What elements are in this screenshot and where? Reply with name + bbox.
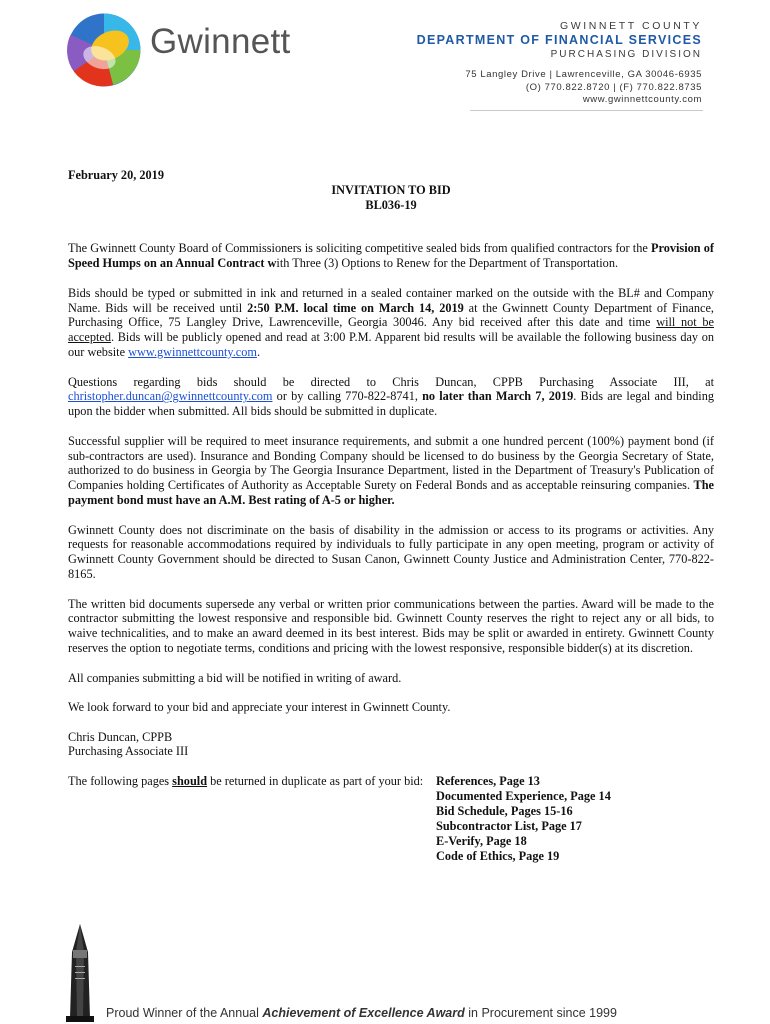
footer-award-text: Proud Winner of the Annual Achievement of Excellence Award in Procurement since 1999 [106, 1006, 617, 1020]
list-item: Documented Experience, Page 14 [436, 788, 611, 803]
list-item: E-Verify, Page 18 [436, 833, 527, 848]
org-department: DEPARTMENT OF FINANCIAL SERVICES [416, 33, 702, 47]
gwinnett-logo [66, 12, 142, 88]
letter-title: INVITATION TO BID [331, 182, 451, 197]
paragraph-accessibility: Gwinnett County does not discriminate on the basis of disability in the admission or access to its programs or activities. Any requests for reasonable accommodations required by individuals to fully participate in any open meeting, program or activity of Gwinnett County Government should be directed to Susan Canon, Gwinnett County Justice and Administration Center, 770-822-8165. [68, 522, 714, 581]
signature-title: Purchasing Associate III [68, 744, 189, 759]
paragraph-insurance: Successful supplier will be required to meet insurance requirements, and submit a one hundred percent (100%) payment bond (if sub-contractors are used). Insurance and Bonding Company should be licensed to do business by the Georgia Secretary of State, authorized to do business in Georgia by The Georgia Insurance Department, listed in the Department of Treasury's Publication of Companies holding Certificates of Authority as Acceptable Surety on Federal Bonds and as acceptable reinsuring companies. The payment bond must have an A.M. Best rating of A-5 or higher. [68, 433, 714, 507]
returned-pages-list [436, 774, 611, 863]
org-website[interactable]: www.gwinnettcounty.com [582, 94, 702, 105]
email-link[interactable]: christopher.duncan@gwinnettcounty.com [68, 389, 273, 404]
paragraph-closing: We look forward to your bid and appreciate your interest in Gwinnett County. [68, 700, 451, 715]
paragraph-solicitation: The Gwinnett County Board of Commissioners is soliciting competitive sealed bids from qualified contractors for the Provision of Speed Humps on an Annual Contract with Three (3) Options to Renew for the Department of Transportation. [68, 241, 714, 271]
website-link[interactable]: www.gwinnettcounty.com [128, 344, 257, 359]
brand-name: Gwinnett [150, 22, 291, 61]
org-county: GWINNETT COUNTY [559, 20, 702, 32]
paragraph-submission: Bids should be typed or submitted in ink and returned in a sealed container marked on the outside with the BL# and Company Name. Bids will be received until 2:50 P.M. local time on March 14, 2019 at the Gwinnett County Department of Finance, Purchasing Office, 75 Langley Drive, Lawrenceville, Georgia 30046. Any bid received after this date and time will not be accepted. Bids will be publicly opened and read at 3:00 P.M. Apparent bid results will be available the following business day on our website www.gwinnettcounty.com. [68, 285, 714, 359]
list-item: Bid Schedule, Pages 15-16 [436, 803, 573, 818]
org-phone: (O) 770.822.8720 | (F) 770.822.8735 [525, 81, 702, 93]
paragraph-questions: Questions regarding bids should be directed to Chris Duncan, CPPB Purchasing Associate III, at christopher.duncan@gwinnettcounty.com or by calling 770-822-8741, no later than March 7, 2019. Bids are legal and binding upon the bidder when submitted. All bids should be submitted in duplicate. [68, 374, 714, 419]
returned-pages-section [68, 774, 714, 866]
org-info [417, 20, 702, 107]
bid-number: BL036-19 [365, 197, 417, 212]
award-trophy-icon [64, 922, 96, 1022]
header-divider [470, 110, 703, 111]
paragraph-award-terms: The written bid documents supersede any verbal or written prior communications between the parties. Award will be made to the contractor submitting the lowest responsive and responsible bid. Gwinnett County reserves the right to reject any or all bids, to waive technicalities, and to make an award deemed in its best interest. Bids may be split or awarded in entirety. Gwinnett County reserves the option to negotiate terms, conditions and pricing with the lowest responsive, responsible bidder(s) at its discretion. [68, 596, 714, 655]
list-item: References, Page 13 [436, 774, 540, 789]
org-division: PURCHASING DIVISION [550, 49, 702, 60]
org-address: 75 Langley Drive | Lawrenceville, GA 30046-6935 [465, 69, 702, 80]
list-item: Subcontractor List, Page 17 [436, 818, 582, 833]
list-item: Code of Ethics, Page 19 [436, 848, 560, 863]
signature-name: Chris Duncan, CPPB [68, 729, 173, 744]
paragraph-notification: All companies submitting a bid will be notified in writing of award. [68, 670, 402, 685]
letter-body [68, 168, 714, 866]
letter-date: February 20, 2019 [68, 168, 164, 182]
returned-pages-intro: The following pages should be returned in duplicate as part of your bid: [68, 774, 424, 789]
